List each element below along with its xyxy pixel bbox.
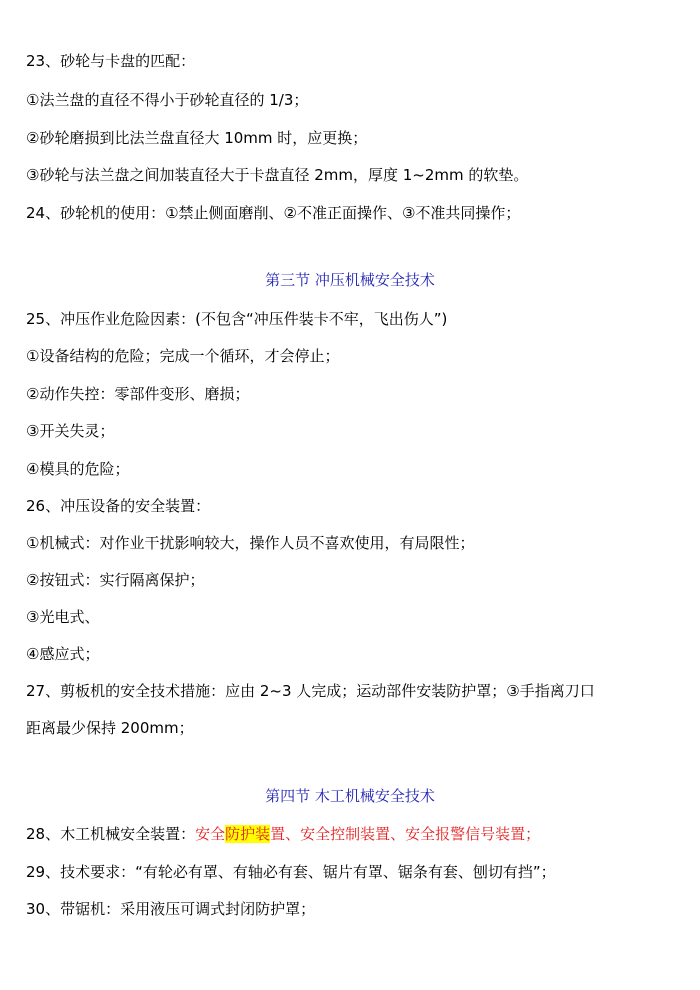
item-23-sub-3: ③砂轮与法兰盘之间加装直径大于卡盘直径 2mm，厚度 1~2mm 的软垫。 — [26, 166, 529, 184]
item-26-sub-4: ④感应式； — [26, 645, 100, 663]
item-24: 24、砂轮机的使用：①禁止侧面磨削、②不准正面操作、③不准共同操作； — [26, 204, 521, 222]
item-28-prefix: 28、木工机械安全装置： — [26, 825, 196, 843]
item-25-sub-2: ②动作失控：零部件变形、磨损； — [26, 385, 250, 403]
item-25-sub-1: ①设备结构的危险；完成一个循环，才会停止； — [26, 347, 340, 365]
section-3-heading: 第三节 冲压机械安全技术 — [265, 271, 435, 289]
item-23-title: 23、砂轮与卡盘的匹配： — [26, 52, 196, 70]
item-28-highlighted: 防护装 — [225, 825, 271, 843]
item-26-sub-2: ②按钮式：实行隔离保护； — [26, 571, 205, 589]
item-26-sub-3: ③光电式、 — [26, 608, 100, 626]
section-4-heading: 第四节 木工机械安全技术 — [265, 787, 435, 805]
item-30: 30、带锯机：采用液压可调式封闭防护罩； — [26, 900, 316, 918]
item-29: 29、技术要求：“有轮必有罩、有轴必有套、锯片有罩、锯条有套、刨切有挡”； — [26, 863, 556, 881]
item-27-line-1: 27、剪板机的安全技术措施：应由 2~3 人完成；运动部件安装防护罩；③手指离刀口 — [26, 682, 595, 700]
item-25-title: 25、冲压作业危险因素：(不包含“冲压件装卡不牢，飞出伤人”) — [26, 310, 448, 328]
item-28-red-a: 安全 — [195, 825, 226, 843]
item-25-sub-4: ④模具的危险； — [26, 460, 130, 478]
item-26-title: 26、冲压设备的安全装置： — [26, 497, 211, 515]
item-23-sub-2: ②砂轮磨损到比法兰盘直径大 10mm 时，应更换； — [26, 129, 368, 147]
item-25-sub-3: ③开关失灵； — [26, 422, 115, 440]
item-23-sub-1: ①法兰盘的直径不得小于砂轮直径的 1/3； — [26, 91, 309, 109]
item-27-line-2: 距离最少保持 200mm； — [26, 719, 194, 737]
item-28-red-b: 置、安全控制装置、安全报警信号装置； — [270, 825, 541, 843]
item-26-sub-1: ①机械式：对作业干扰影响较大，操作人员不喜欢使用，有局限性； — [26, 534, 475, 552]
item-28 — [26, 824, 674, 844]
